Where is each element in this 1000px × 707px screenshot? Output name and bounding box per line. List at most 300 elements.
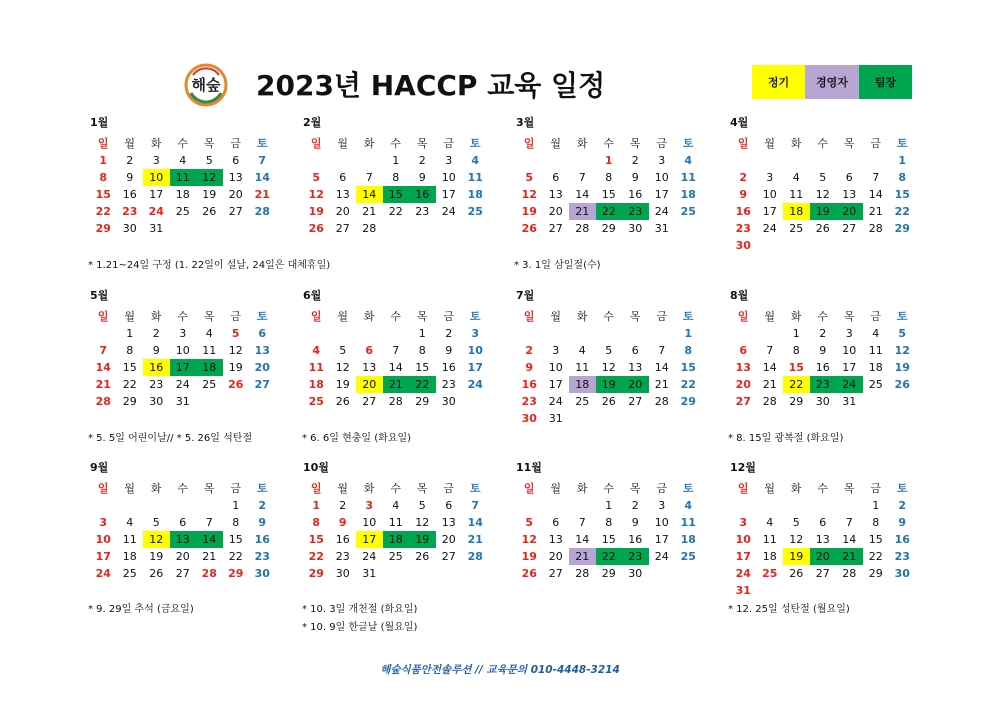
week-row [516,203,706,220]
day-cell: 2 [898,499,907,512]
weekday-label: 일 [97,137,109,150]
training-day-site: 14 [196,531,223,548]
weekday-label: 화 [576,137,588,150]
weekday-label: 일 [523,137,535,150]
day-cell: 19 [521,550,537,563]
weekday-label: 금 [870,310,882,323]
weekday-label: 일 [523,482,535,495]
weekday-header [303,308,493,325]
day-cell: 28 [762,395,777,408]
day-cell: 9 [338,516,347,529]
week-row [303,152,493,169]
day-cell: 23 [335,550,350,563]
weekday-label: 수 [603,310,615,323]
week-row [303,359,493,376]
day-cell: 16 [254,533,270,546]
day-cell: 20 [548,205,563,218]
day-cell: 16 [894,533,910,546]
month-calendar [516,290,706,427]
day-cell: 3 [658,154,666,167]
day-cell: 2 [418,154,426,167]
day-cell: 30 [335,567,350,580]
week-row [730,186,920,203]
day-cell: 12 [335,361,350,374]
day-cell: 29 [601,222,616,235]
day-cell: 7 [471,499,480,512]
day-cell: 2 [819,327,827,340]
training-day-site: 19 [810,203,837,220]
day-cell: 12 [601,361,616,374]
empty-cell [596,325,623,342]
day-cell: 1 [418,327,426,340]
empty-cell [836,152,863,169]
day-cell: 12 [228,344,243,357]
day-cell: 6 [552,171,560,184]
day-cell: 3 [739,516,748,529]
day-cell: 2 [739,171,748,184]
empty-cell [649,325,676,342]
month-title: 9월 [90,461,109,474]
empty-cell [622,325,649,342]
weekday-label: 화 [150,137,162,150]
day-cell: 18 [680,533,696,546]
training-day-site: 22 [409,376,436,393]
weekday-label: 월 [337,482,349,495]
day-cell: 20 [254,361,270,374]
day-cell: 26 [228,378,244,391]
day-cell: 6 [339,171,347,184]
weekday-label: 토 [469,137,481,150]
day-cell: 3 [552,344,560,357]
day-cell: 27 [335,222,350,235]
day-cell: 17 [95,550,111,563]
training-day-site: 20 [810,548,837,565]
empty-cell [730,325,757,342]
day-cell: 25 [762,567,778,580]
weekday-label: 수 [390,310,402,323]
day-cell: 21 [868,205,883,218]
day-cell: 7 [578,516,586,529]
weekday-label: 화 [790,482,802,495]
empty-cell [303,152,330,169]
day-cell: 22 [308,550,324,563]
empty-cell [143,497,170,514]
day-cell: 8 [418,344,426,357]
day-cell: 3 [766,171,774,184]
week-row [730,565,920,582]
day-cell: 13 [815,533,830,546]
day-cell: 9 [258,516,267,529]
day-cell: 15 [228,533,243,546]
week-row [730,531,920,548]
day-cell: 15 [122,361,137,374]
day-cell: 11 [868,344,883,357]
weekday-label: 토 [256,482,268,495]
day-cell: 25 [388,550,403,563]
week-row [90,359,280,376]
day-cell: 15 [868,533,883,546]
month-title: 7월 [516,289,535,302]
day-cell: 12 [521,533,537,546]
weekday-label: 토 [682,137,694,150]
day-cell: 6 [179,516,187,529]
day-cell: 29 [868,567,883,580]
note-october-2: * 10. 9일 한글날 (월요일) [302,622,418,633]
day-cell: 13 [441,516,456,529]
month-calendar [303,290,493,410]
month-title: 1월 [90,116,109,129]
day-cell: 6 [445,499,453,512]
training-day-regular: 22 [783,376,810,393]
day-cell: 20 [735,378,751,391]
day-cell: 2 [525,344,534,357]
week-row [730,220,920,237]
day-cell: 14 [254,171,270,184]
weekday-label: 금 [870,137,882,150]
weekday-header [730,308,920,325]
weekday-label: 월 [124,310,136,323]
day-cell: 10 [735,533,751,546]
day-cell: 13 [228,171,243,184]
week-row [303,514,493,531]
legend-manager: 경영자 [805,65,859,99]
day-cell: 10 [175,344,190,357]
week-row [730,497,920,514]
weekday-label: 화 [576,482,588,495]
weekday-label: 수 [177,137,189,150]
empty-cell [543,325,570,342]
weekday-label: 월 [550,482,562,495]
training-day-site: 11 [170,169,197,186]
day-cell: 17 [735,550,751,563]
weekday-label: 토 [682,482,694,495]
day-cell: 4 [792,171,800,184]
day-cell: 18 [122,550,137,563]
day-cell: 8 [126,344,134,357]
training-day-site: 22 [596,203,623,220]
day-cell: 9 [126,171,134,184]
day-cell: 5 [525,171,534,184]
day-cell: 25 [467,205,483,218]
weekday-label: 수 [390,137,402,150]
week-row [303,220,493,237]
day-cell: 8 [312,516,321,529]
day-cell: 25 [122,567,137,580]
day-cell: 30 [122,222,137,235]
note-january: * 1.21~24일 구정 (1. 22일이 설날, 24일은 대체휴일) [88,260,331,271]
day-cell: 12 [521,188,537,201]
day-cell: 5 [152,516,160,529]
weekday-label: 화 [790,310,802,323]
weekday-label: 목 [629,310,641,323]
weekday-label: 금 [443,310,455,323]
day-cell: 8 [605,171,613,184]
weekday-label: 목 [416,482,428,495]
day-cell: 30 [254,567,270,580]
day-cell: 12 [308,188,324,201]
weekday-label: 토 [256,310,268,323]
weekday-label: 토 [896,310,908,323]
weekday-label: 수 [817,482,829,495]
day-cell: 16 [628,188,643,201]
week-row [90,531,280,548]
day-cell: 22 [228,550,243,563]
day-cell: 22 [95,205,111,218]
weekday-label: 목 [203,137,215,150]
week-row [730,203,920,220]
day-cell: 22 [680,378,696,391]
day-cell: 1 [99,154,108,167]
week-row [303,203,493,220]
day-cell: 19 [335,378,350,391]
day-cell: 27 [175,567,190,580]
day-cell: 15 [788,361,804,374]
day-cell: 13 [254,344,270,357]
empty-cell [569,325,596,342]
weekday-header [730,480,920,497]
day-cell: 24 [95,567,111,580]
day-cell: 16 [521,378,537,391]
legend [752,65,912,99]
month-title: 5월 [90,289,109,302]
day-cell: 11 [762,533,777,546]
day-cell: 3 [152,154,160,167]
day-cell: 24 [762,222,777,235]
day-cell: 15 [894,188,910,201]
day-cell: 11 [388,516,403,529]
day-cell: 27 [735,395,751,408]
weekday-label: 월 [124,137,136,150]
day-cell: 21 [467,533,483,546]
empty-cell [863,152,890,169]
training-day-regular: 18 [783,203,810,220]
day-cell: 25 [680,205,696,218]
day-cell: 30 [628,222,643,235]
weekday-label: 수 [603,482,615,495]
day-cell: 19 [228,361,243,374]
day-cell: 14 [575,188,590,201]
weekday-header [516,480,706,497]
week-row [303,548,493,565]
day-cell: 1 [684,327,693,340]
empty-cell [757,152,784,169]
day-cell: 29 [415,395,430,408]
week-row [303,376,493,393]
month-calendar [90,117,280,237]
day-cell: 2 [631,154,639,167]
day-cell: 28 [254,205,270,218]
weekday-label: 목 [843,137,855,150]
week-row [730,514,920,531]
day-cell: 15 [601,533,616,546]
day-cell: 20 [335,205,350,218]
weekday-label: 월 [764,482,776,495]
day-cell: 15 [95,188,111,201]
day-cell: 28 [362,222,377,235]
weekday-label: 일 [737,310,749,323]
week-row [90,220,280,237]
week-row [516,376,706,393]
day-cell: 17 [467,361,483,374]
day-cell: 14 [842,533,857,546]
day-cell: 9 [631,171,639,184]
weekday-header [303,480,493,497]
week-row [516,342,706,359]
day-cell: 10 [362,516,377,529]
day-cell: 1 [312,499,321,512]
week-row [90,325,280,342]
training-day-site: 23 [622,203,649,220]
week-row [303,393,493,410]
training-day-site: 12 [196,169,223,186]
day-cell: 23 [254,550,270,563]
weekday-label: 월 [337,310,349,323]
weekday-label: 수 [603,137,615,150]
weekday-label: 화 [790,137,802,150]
day-cell: 26 [202,205,217,218]
week-row [90,169,280,186]
day-cell: 25 [575,395,590,408]
day-cell: 14 [467,516,483,529]
day-cell: 12 [815,188,830,201]
day-cell: 10 [467,344,483,357]
empty-cell [836,497,863,514]
day-cell: 28 [467,550,483,563]
weekday-label: 토 [469,482,481,495]
day-cell: 17 [548,378,563,391]
empty-cell [383,325,410,342]
day-cell: 8 [232,516,240,529]
day-cell: 28 [868,222,883,235]
weekday-label: 금 [443,482,455,495]
day-cell: 20 [175,550,190,563]
empty-cell [117,497,144,514]
week-row [516,359,706,376]
day-cell: 21 [95,378,111,391]
day-cell: 8 [605,516,613,529]
note-december: * 12. 25일 성탄절 (월요일) [728,604,850,615]
empty-cell [170,497,197,514]
day-cell: 26 [815,222,830,235]
week-row [90,565,280,582]
week-row [516,220,706,237]
day-cell: 29 [894,222,910,235]
day-cell: 31 [735,584,751,597]
day-cell: 28 [388,395,403,408]
week-row [90,342,280,359]
day-cell: 21 [762,378,777,391]
day-cell: 6 [739,344,748,357]
weekday-header [516,308,706,325]
weekday-label: 월 [124,482,136,495]
day-cell: 21 [254,188,270,201]
week-row [90,152,280,169]
empty-cell [730,152,757,169]
day-cell: 31 [175,395,190,408]
day-cell: 5 [525,516,534,529]
week-row [730,376,920,393]
training-day-site: 18 [383,531,410,548]
day-cell: 7 [658,344,666,357]
weekday-label: 수 [177,482,189,495]
day-cell: 16 [628,533,643,546]
day-cell: 30 [628,567,643,580]
training-day-site: 22 [596,548,623,565]
day-cell: 5 [792,516,800,529]
day-cell: 18 [680,188,696,201]
day-cell: 7 [578,171,586,184]
weekday-label: 금 [870,482,882,495]
company-logo [183,63,229,107]
day-cell: 25 [868,378,883,391]
weekday-label: 금 [656,310,668,323]
day-cell: 8 [684,344,693,357]
day-cell: 10 [654,516,669,529]
day-cell: 24 [362,550,377,563]
weekday-label: 일 [97,310,109,323]
month-title: 12월 [730,461,756,474]
weekday-header [516,135,706,152]
day-cell: 24 [735,567,751,580]
day-cell: 20 [548,550,563,563]
day-cell: 5 [205,154,213,167]
weekday-label: 화 [576,310,588,323]
day-cell: 30 [815,395,830,408]
day-cell: 18 [762,550,777,563]
day-cell: 11 [575,361,590,374]
week-row [516,169,706,186]
month-calendar [730,117,920,254]
weekday-label: 토 [469,310,481,323]
weekday-label: 금 [230,137,242,150]
day-cell: 4 [205,327,213,340]
training-day-regular: 16 [143,359,170,376]
day-cell: 7 [205,516,213,529]
day-cell: 30 [441,395,456,408]
day-cell: 18 [308,378,324,391]
training-day-site: 15 [383,186,410,203]
day-cell: 7 [365,171,373,184]
week-row [90,393,280,410]
day-cell: 4 [684,154,693,167]
weekday-label: 월 [764,310,776,323]
empty-cell [356,152,383,169]
training-day-site: 21 [836,548,863,565]
day-cell: 9 [525,361,534,374]
training-day-regular: 20 [356,376,383,393]
day-cell: 11 [122,533,137,546]
day-cell: 29 [95,222,111,235]
day-cell: 9 [445,344,453,357]
day-cell: 18 [467,188,483,201]
week-row [730,169,920,186]
training-day-site: 19 [596,376,623,393]
day-cell: 29 [601,567,616,580]
day-cell: 4 [766,516,774,529]
weekday-label: 월 [764,137,776,150]
weekday-label: 화 [363,482,375,495]
training-day-regular: 10 [143,169,170,186]
day-cell: 15 [601,188,616,201]
week-row [90,203,280,220]
day-cell: 1 [792,327,800,340]
day-cell: 18 [175,188,190,201]
day-cell: 7 [766,344,774,357]
day-cell: 17 [842,361,857,374]
empty-cell [543,497,570,514]
month-calendar [90,462,280,582]
day-cell: 14 [95,361,111,374]
